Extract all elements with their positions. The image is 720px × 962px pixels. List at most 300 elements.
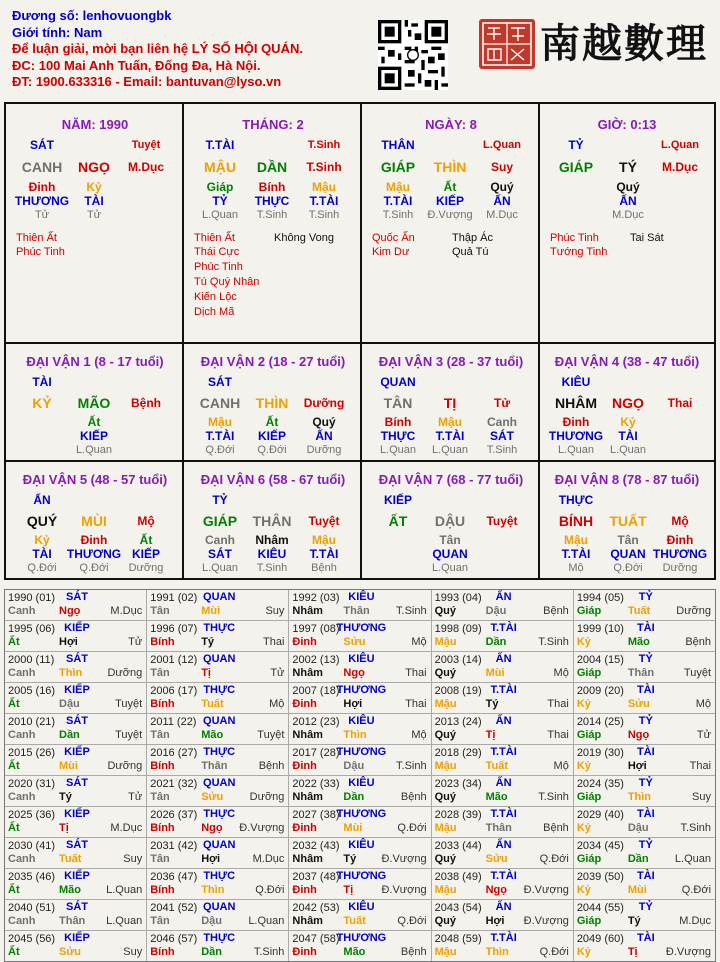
star-item: Tú Quý Nhân xyxy=(194,276,260,288)
hidden-stem: Nhâm xyxy=(255,533,289,547)
hidden-phase: Q.Đới xyxy=(79,562,109,574)
hidden-god: KIẾP xyxy=(435,194,465,208)
hidden-phase: Dưỡng xyxy=(128,562,164,574)
star-item: Tai Sát xyxy=(630,232,664,244)
pillar-god: TỶ xyxy=(568,138,584,152)
year-branch: Thân xyxy=(343,605,370,617)
year-label: 2042 (53) xyxy=(292,902,340,914)
year-cell xyxy=(289,652,431,682)
dai-van-cell-8 xyxy=(540,462,714,578)
hidden-god: THƯƠNG xyxy=(652,547,708,561)
hidden-stem: Kỷ xyxy=(34,533,50,547)
year-stem: Canh xyxy=(8,915,36,927)
year-label: 2033 (44) xyxy=(434,840,482,852)
year-label: 2045 (56) xyxy=(8,933,56,945)
year-branch: Mùi xyxy=(343,822,363,834)
year-cell xyxy=(5,900,147,930)
hidden-god: ẤN xyxy=(619,194,637,208)
pillar-title: NGÀY: 8 xyxy=(425,117,477,132)
year-god: THỰC xyxy=(203,808,236,820)
earthly-branch: THÂN xyxy=(252,513,292,529)
year-row xyxy=(5,714,715,745)
heavenly-stem: NHÂM xyxy=(555,395,597,411)
hidden-phase: L.Quan xyxy=(431,444,469,456)
year-label: 2032 (43) xyxy=(292,840,340,852)
year-god: TÀI xyxy=(636,870,655,882)
star-item: Thiên Ất xyxy=(194,232,235,244)
year-phase: Bệnh xyxy=(543,822,569,834)
hidden-god: QUAN xyxy=(610,547,646,561)
year-god: THƯƠNG xyxy=(336,808,387,820)
heavenly-stem: GIÁP xyxy=(558,159,594,175)
year-phase: L.Quan xyxy=(248,915,285,927)
year-stem: Quý xyxy=(434,605,457,617)
year-label: 2029 (40) xyxy=(576,809,624,821)
year-cell xyxy=(574,869,715,899)
year-branch: Tị xyxy=(627,946,638,958)
branch-phase: Mộ xyxy=(137,514,155,528)
year-phase: L.Quan xyxy=(674,853,712,865)
hidden-god: THỰC xyxy=(254,194,290,208)
year-label: 1993 (04) xyxy=(434,592,482,604)
hidden-phase: Mộ xyxy=(568,562,584,574)
year-branch: Thìn xyxy=(343,729,367,741)
dai-van-cell-1 xyxy=(6,344,184,462)
year-phase: Đ.Vượng xyxy=(665,946,712,958)
year-label: 1999 (10) xyxy=(576,623,624,635)
hidden-god: SÁT xyxy=(208,547,232,561)
year-stem: Ất xyxy=(8,760,20,772)
hidden-god: TÀI xyxy=(84,194,104,208)
hidden-god: QUAN xyxy=(432,547,468,561)
year-stem: Giáp xyxy=(576,729,602,741)
year-phase: Tử xyxy=(128,636,143,648)
star-item: Dịch Mã xyxy=(194,306,235,318)
year-label: 2047 (58) xyxy=(292,933,340,945)
hidden-phase: T.Sinh xyxy=(256,562,288,574)
year-phase: Tử xyxy=(696,729,712,741)
hidden-god: T.TÀI xyxy=(205,429,235,443)
hidden-god: TÀI xyxy=(618,429,638,443)
year-branch: Mùi xyxy=(201,605,221,617)
year-cell xyxy=(432,683,574,713)
dai-van-title: ĐẠI VẬN 2 (18 - 27 tuổi) xyxy=(200,354,346,369)
year-stem: Canh xyxy=(8,605,36,617)
year-branch: Tý xyxy=(485,698,499,710)
year-stem: Canh xyxy=(8,853,36,865)
year-label: 2008 (19) xyxy=(434,685,482,697)
year-phase: Thai xyxy=(547,729,569,741)
year-cell xyxy=(289,714,431,744)
year-phase: Suy xyxy=(123,946,143,958)
year-cell xyxy=(574,683,715,713)
year-stem: Kỷ xyxy=(576,636,591,648)
hidden-phase: T.Sinh xyxy=(256,209,288,221)
year-stem: Đinh xyxy=(292,822,317,834)
year-branch: Tuất xyxy=(201,698,224,710)
dai-van-god: TỶ xyxy=(212,493,228,507)
year-god: ẤN xyxy=(495,839,512,851)
year-god: ẤN xyxy=(495,901,512,913)
year-phase: Q.Đới xyxy=(539,946,569,958)
dai-van-god: QUAN xyxy=(380,375,416,389)
year-phase: Q.Đới xyxy=(397,915,427,927)
branch-phase: Thai xyxy=(667,396,693,410)
year-god: KIẾP xyxy=(64,932,90,944)
year-label: 2036 (47) xyxy=(150,871,198,883)
year-phase: M.Dục xyxy=(679,915,712,927)
year-branch: Dần xyxy=(59,729,80,741)
year-god: THỰC xyxy=(203,932,236,944)
star-item: Kiến Lộc xyxy=(194,291,237,303)
hidden-god: KIẾP xyxy=(131,547,161,561)
year-god: T.TÀI xyxy=(490,622,517,634)
year-phase: Bệnh xyxy=(685,636,712,648)
year-cell xyxy=(289,621,431,651)
year-cell xyxy=(147,776,289,806)
year-stem: Nhâm xyxy=(292,605,323,617)
year-branch: Hợi xyxy=(627,760,647,772)
hidden-stem: Kỷ xyxy=(620,415,636,429)
year-god: KIẾP xyxy=(64,870,90,882)
year-cell xyxy=(574,714,715,744)
year-god: TÀI xyxy=(636,746,655,758)
year-phase: Tuyệt xyxy=(115,698,143,710)
year-god: THỰC xyxy=(203,684,236,696)
year-label: 2028 (39) xyxy=(434,809,482,821)
year-stem: Nhâm xyxy=(292,729,323,741)
dai-van-title: ĐẠI VẬN 6 (58 - 67 tuổi) xyxy=(200,472,346,487)
year-branch: Hợi xyxy=(201,853,221,865)
hidden-stem: Bính xyxy=(258,180,286,194)
hidden-phase: Tử xyxy=(34,209,50,221)
hidden-stem: Mậu xyxy=(208,415,232,429)
year-god: THƯƠNG xyxy=(336,622,387,634)
year-god: KIẾP xyxy=(64,746,90,758)
dai-van-god: KIẾP xyxy=(383,493,413,507)
branch-phase: Tử xyxy=(493,396,511,410)
hidden-phase: Đ.Vượng xyxy=(427,209,473,221)
year-god: QUAN xyxy=(203,715,236,727)
hidden-phase: L.Quan xyxy=(75,444,113,456)
branch-phase: M.Dục xyxy=(662,160,698,174)
year-stem: Canh xyxy=(8,791,36,803)
year-label: 2010 (21) xyxy=(8,716,56,728)
year-stem: Kỷ xyxy=(576,760,591,772)
year-branch: Thìn xyxy=(485,946,509,958)
hidden-phase: T.Sinh xyxy=(486,444,518,456)
account-label: Đương số: lenhovuongbk xyxy=(12,8,172,23)
year-branch: Tị xyxy=(201,667,211,679)
year-cell xyxy=(432,590,574,620)
year-cell xyxy=(5,838,147,868)
dai-van-cell-5 xyxy=(6,462,184,578)
year-label: 1992 (03) xyxy=(292,592,340,604)
year-god: KIÊU xyxy=(348,653,375,665)
year-stem: Giáp xyxy=(576,915,602,927)
year-label: 2024 (35) xyxy=(576,778,624,790)
year-stem: Bính xyxy=(150,946,175,958)
year-phase: Thai xyxy=(405,698,427,710)
earthly-branch: MÙI xyxy=(81,513,107,529)
year-cell xyxy=(574,776,715,806)
year-cell xyxy=(5,652,147,682)
year-cell xyxy=(289,683,431,713)
year-stem: Quý xyxy=(434,853,457,865)
heavenly-stem: GIÁP xyxy=(380,159,416,175)
earthly-branch: NGỌ xyxy=(78,159,110,175)
star-item: Phúc Tinh xyxy=(16,246,65,258)
year-branch: Tuất xyxy=(343,915,366,927)
year-cell xyxy=(289,900,431,930)
year-cell xyxy=(432,931,574,961)
year-label: 1991 (02) xyxy=(150,592,198,604)
star-item: Kim Dư xyxy=(372,246,410,258)
year-stem: Canh xyxy=(8,667,36,679)
year-phase: M.Dục xyxy=(110,605,143,617)
year-god: T.TÀI xyxy=(490,932,517,944)
annual-luck-table xyxy=(4,589,716,962)
year-stem: Ất xyxy=(8,822,20,834)
star-item: Phúc Tinh xyxy=(194,261,243,273)
pillar-cell-year xyxy=(6,104,184,344)
year-label: 2046 (57) xyxy=(150,933,198,945)
year-cell xyxy=(432,745,574,775)
heavenly-stem: ẤT xyxy=(388,513,408,529)
year-god: T.TÀI xyxy=(490,746,517,758)
year-label: 1996 (07) xyxy=(150,623,198,635)
year-stem: Quý xyxy=(434,791,457,803)
year-label: 2022 (33) xyxy=(292,778,340,790)
dai-van-title: ĐẠI VẬN 3 (28 - 37 tuổi) xyxy=(378,354,524,369)
pillar-title: THÁNG: 2 xyxy=(242,117,304,132)
year-phase: Thai xyxy=(689,760,712,772)
year-label: 2041 (52) xyxy=(150,902,198,914)
hidden-stem: Quý xyxy=(490,180,514,194)
year-god: QUAN xyxy=(203,591,236,603)
earthly-branch: THÌN xyxy=(255,395,289,411)
year-label: 2044 (55) xyxy=(576,902,624,914)
hidden-phase: Q.Đới xyxy=(27,562,57,574)
year-god: THỰC xyxy=(203,870,236,882)
year-label: 2014 (25) xyxy=(576,716,624,728)
year-phase: Bệnh xyxy=(258,760,285,772)
year-branch: Hợi xyxy=(59,636,78,648)
year-god: KIÊU xyxy=(348,777,375,789)
year-stem: Tân xyxy=(150,915,170,927)
star-item: Thái Cực xyxy=(194,246,240,258)
year-cell xyxy=(574,590,715,620)
pillar-title: NĂM: 1990 xyxy=(61,117,129,132)
year-god: T.TÀI xyxy=(490,870,517,882)
year-god: T.TÀI xyxy=(490,808,517,820)
year-branch: Tý xyxy=(627,915,641,927)
year-row xyxy=(5,621,715,652)
year-god: KIÊU xyxy=(348,591,375,603)
year-branch: Hợi xyxy=(343,698,363,710)
hidden-stem: Giáp xyxy=(206,180,234,194)
year-label: 2030 (41) xyxy=(8,840,56,852)
year-stem: Kỷ xyxy=(576,698,591,710)
earthly-branch: TÝ xyxy=(619,159,637,175)
year-cell xyxy=(432,869,574,899)
year-stem: Nhâm xyxy=(292,853,323,865)
year-god: QUAN xyxy=(203,653,236,665)
year-phase: Mộ xyxy=(411,729,427,741)
hidden-phase: Tử xyxy=(86,209,102,221)
earthly-branch: TỊ xyxy=(443,395,457,411)
year-branch: Sửu xyxy=(485,853,508,865)
year-branch: Ngọ xyxy=(343,667,365,679)
year-branch: Thân xyxy=(485,822,512,834)
year-row xyxy=(5,869,715,900)
year-cell xyxy=(5,745,147,775)
year-phase: Q.Đới xyxy=(681,884,712,896)
hidden-phase: L.Quan xyxy=(431,562,469,574)
year-branch: Thân xyxy=(627,667,655,679)
year-phase: Q.Đới xyxy=(539,853,569,865)
year-god: KIÊU xyxy=(348,715,375,727)
hidden-stem: Ất xyxy=(265,415,279,429)
address-line: ĐC: 100 Mai Anh Tuấn, Đống Đa, Hà Nội. xyxy=(12,57,261,73)
year-branch: Dần xyxy=(201,946,222,958)
year-label: 1995 (06) xyxy=(8,623,56,635)
hidden-phase: T.Sinh xyxy=(308,209,340,221)
contact-line: Để luận giải, mời bạn liên hệ LÝ SỐ HỘI QUÁN. xyxy=(12,41,303,56)
year-phase: T.Sinh xyxy=(253,946,285,958)
hidden-stem: Mậu xyxy=(312,180,336,194)
year-god: KIẾP xyxy=(64,808,90,820)
hidden-phase: T.Sinh xyxy=(382,209,414,221)
year-cell xyxy=(5,807,147,837)
year-stem: Đinh xyxy=(292,636,317,648)
year-cell xyxy=(5,714,147,744)
year-label: 2049 (60) xyxy=(576,933,624,945)
year-label: 2040 (51) xyxy=(8,902,56,914)
year-cell xyxy=(432,776,574,806)
year-branch: Tý xyxy=(201,636,215,648)
year-branch: Tị xyxy=(485,729,496,741)
year-cell xyxy=(432,652,574,682)
hidden-phase: L.Quan xyxy=(557,444,595,456)
year-branch: Dần xyxy=(343,791,365,803)
year-god: TỶ xyxy=(638,653,653,665)
year-phase: Đ.Vượng xyxy=(523,915,569,927)
hidden-god: T.TÀI xyxy=(309,547,339,561)
year-phase: T.Sinh xyxy=(538,791,569,803)
year-stem: Tân xyxy=(150,729,170,741)
year-phase: Bệnh xyxy=(400,946,427,958)
dai-van-god: ẤN xyxy=(33,493,51,507)
hidden-stem: Kỷ xyxy=(86,180,102,194)
year-cell xyxy=(147,714,289,744)
year-branch: Thân xyxy=(201,760,228,772)
year-cell xyxy=(147,807,289,837)
year-phase: Thai xyxy=(405,667,427,679)
year-label: 2020 (31) xyxy=(8,778,56,790)
year-cell xyxy=(432,807,574,837)
hidden-phase: Dưỡng xyxy=(306,444,342,456)
star-item: Không Vong xyxy=(274,232,334,244)
hidden-stem: Đinh xyxy=(28,180,56,194)
hidden-god: THỰC xyxy=(380,429,416,443)
year-stem: Kỷ xyxy=(576,946,591,958)
dai-van-title: ĐẠI VẬN 1 (8 - 17 tuổi) xyxy=(26,354,164,369)
year-phase: Đ.Vượng xyxy=(523,884,569,896)
hidden-stem: Mậu xyxy=(564,533,588,547)
year-branch: Thìn xyxy=(59,667,83,679)
year-label: 2039 (50) xyxy=(576,871,624,883)
year-row xyxy=(5,776,715,807)
year-branch: Tý xyxy=(343,853,357,865)
hidden-stem: Tân xyxy=(439,533,461,547)
year-label: 2009 (20) xyxy=(576,685,624,697)
heavenly-stem: BÍNH xyxy=(558,513,594,529)
year-cell xyxy=(574,621,715,651)
heavenly-stem: MẬU xyxy=(204,159,236,175)
year-god: THƯƠNG xyxy=(336,932,387,944)
year-god: TỶ xyxy=(638,901,653,913)
year-phase: T.Sinh xyxy=(396,760,427,772)
year-phase: Tuyệt xyxy=(115,729,143,741)
gender-label: Giới tính: Nam xyxy=(12,24,103,40)
year-label: 2021 (32) xyxy=(150,778,198,790)
year-god: THƯƠNG xyxy=(336,746,387,758)
earthly-branch: MÃO xyxy=(77,395,111,411)
hidden-god: THƯƠNG xyxy=(66,547,122,561)
year-label: 2000 (11) xyxy=(8,654,55,666)
year-god: TỶ xyxy=(638,715,653,727)
year-stem: Giáp xyxy=(576,853,602,865)
year-branch: Mão xyxy=(627,636,650,648)
hidden-god: T.TÀI xyxy=(561,547,591,561)
year-cell xyxy=(289,776,431,806)
pillar-god: T.TÀI xyxy=(205,138,235,152)
year-phase: T.Sinh xyxy=(396,605,427,617)
year-god: QUAN xyxy=(203,777,236,789)
year-phase: Mộ xyxy=(695,698,712,710)
year-phase: Đ.Vượng xyxy=(239,822,285,834)
dai-van-god: THỰC xyxy=(558,493,594,507)
year-god: THỰC xyxy=(203,746,236,758)
year-label: 2001 (12) xyxy=(150,654,198,666)
pillar-life-stage: T.Sinh xyxy=(307,139,341,151)
year-phase: Suy xyxy=(265,605,285,617)
year-god: KIÊU xyxy=(348,901,375,913)
year-stem: Mậu xyxy=(434,946,457,958)
year-stem: Giáp xyxy=(576,605,602,617)
branch-phase: Tuyệt xyxy=(308,514,340,528)
year-branch: Sửu xyxy=(627,698,650,710)
year-cell xyxy=(574,931,715,961)
dai-van-cell-4 xyxy=(540,344,714,462)
year-stem: Bính xyxy=(150,822,175,834)
hidden-stem: Đinh xyxy=(666,533,694,547)
year-label: 2035 (46) xyxy=(8,871,56,883)
year-cell xyxy=(432,838,574,868)
year-stem: Tân xyxy=(150,791,170,803)
year-cell xyxy=(147,745,289,775)
year-label: 2026 (37) xyxy=(150,809,198,821)
dai-van-cell-3 xyxy=(362,344,540,462)
year-phase: Bệnh xyxy=(400,791,427,803)
heavenly-stem: GIÁP xyxy=(202,513,238,529)
year-branch: Dậu xyxy=(627,822,649,834)
pillar-cell-day xyxy=(362,104,540,344)
year-cell xyxy=(574,900,715,930)
year-label: 2018 (29) xyxy=(434,747,482,759)
year-god: T.TÀI xyxy=(490,684,517,696)
